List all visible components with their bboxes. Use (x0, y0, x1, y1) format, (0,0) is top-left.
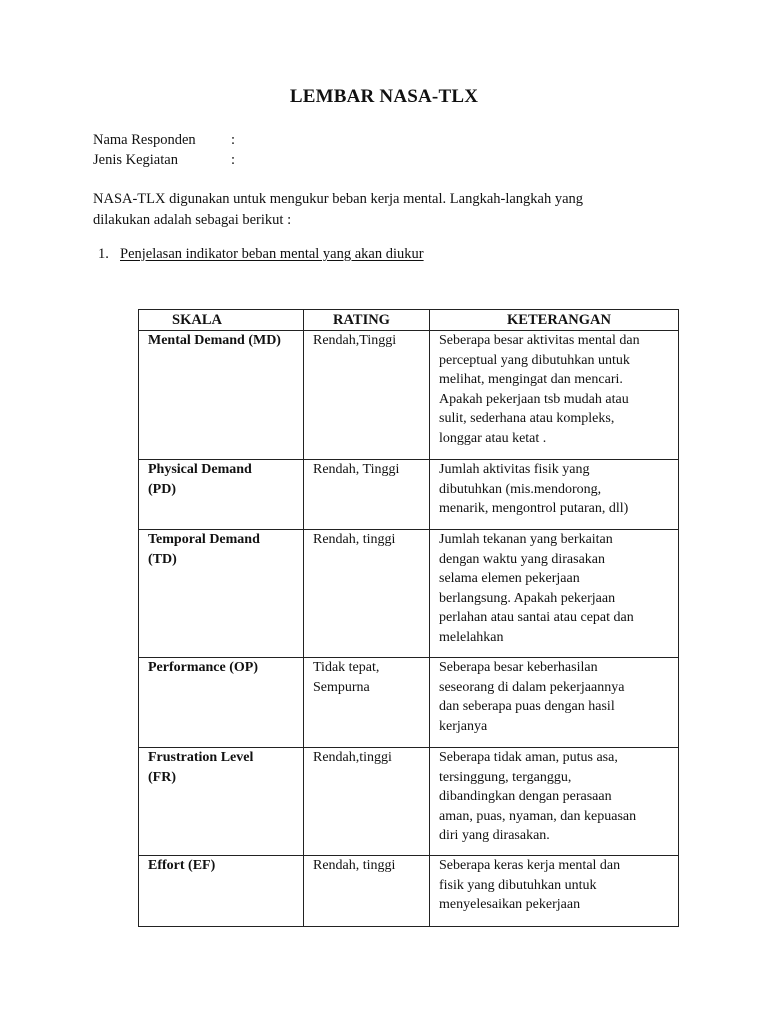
keterangan-line: melelahkan (439, 629, 504, 645)
table-row (139, 460, 679, 530)
skala-cell (139, 658, 304, 748)
keterangan-line: longgar atau ketat . (439, 430, 547, 446)
rating-text: Rendah, tinggi (313, 532, 396, 547)
list-text: Penjelasan indikator beban mental yang akan diukur (120, 246, 424, 262)
nasa-tlx-table (138, 309, 679, 927)
keterangan-text (430, 460, 678, 519)
keterangan-text (430, 856, 678, 915)
keterangan-line: kerjanya (439, 718, 488, 734)
skala-cell (139, 748, 304, 856)
rating-cell (304, 658, 430, 748)
skala-cell (139, 530, 304, 658)
keterangan-line: Seberapa besar aktivitas mental dan (439, 333, 640, 348)
field-label: Jenis Kegiatan (93, 152, 178, 168)
rating-cell (304, 460, 430, 530)
keterangan-line: fisik yang dibutuhkan untuk (439, 877, 597, 893)
intro-line: NASA-TLX digunakan untuk mengukur beban kerja mental. Langkah-langkah yang (93, 191, 584, 207)
skala-text: Performance (OP) (148, 660, 258, 675)
keterangan-line: diri yang dirasakan. (439, 828, 550, 843)
skala-text: Mental Demand (MD) (148, 333, 281, 348)
skala-cell (139, 460, 304, 530)
intro-paragraph (93, 189, 653, 231)
keterangan-line: tersinggung, terganggu, (439, 769, 572, 785)
keterangan-cell (430, 856, 679, 927)
skala-text: Physical Demand (PD) (148, 462, 252, 497)
skala-cell (139, 331, 304, 460)
skala-text: Temporal Demand (TD) (148, 532, 260, 567)
keterangan-line: dengan waktu yang dirasakan (439, 551, 605, 567)
rating-cell (304, 530, 430, 658)
header-skala: SKALA (139, 310, 304, 331)
keterangan-cell (430, 530, 679, 658)
field-nama-responden (93, 132, 235, 149)
keterangan-text (430, 658, 678, 736)
field-colon: : (231, 152, 236, 168)
keterangan-line: Seberapa keras kerja mental dan (439, 858, 621, 873)
keterangan-cell (430, 658, 679, 748)
keterangan-line: menarik, mengontrol putaran, dll) (439, 501, 629, 516)
table-body (139, 331, 679, 927)
rating-text: Tidak tepat, Sempurna (313, 660, 380, 695)
keterangan-line: melihat, mengingat dan mencari. (439, 372, 623, 387)
keterangan-line: Jumlah tekanan yang berkaitan (439, 532, 613, 547)
rating-text: Rendah,Tinggi (313, 333, 397, 348)
table-row (139, 658, 679, 748)
keterangan-line: Seberapa tidak aman, putus asa, (439, 750, 618, 765)
keterangan-line: selama elemen pekerjaan (439, 571, 580, 586)
keterangan-line: aman, puas, nyaman, dan kepuasan (439, 808, 637, 824)
keterangan-text (430, 530, 678, 647)
skala-text: Frustration Level (FR) (148, 750, 254, 785)
skala-cell (139, 856, 304, 927)
keterangan-cell (430, 460, 679, 530)
table-row (139, 856, 679, 927)
keterangan-line: Jumlah aktivitas fisik yang (439, 462, 590, 477)
list-item (98, 246, 424, 263)
field-label: Nama Responden (93, 132, 196, 148)
table-row (139, 748, 679, 856)
keterangan-line: Seberapa besar keberhasilan (439, 660, 598, 675)
keterangan-text (430, 748, 678, 846)
keterangan-line: perceptual yang dibutuhkan untuk (439, 352, 630, 368)
document-title: LEMBAR NASA-TLX (289, 86, 479, 107)
rating-text: Rendah,tinggi (313, 750, 392, 765)
keterangan-text (430, 331, 678, 448)
keterangan-line: menyelesaikan pekerjaan (439, 897, 581, 912)
keterangan-line: Apakah pekerjaan tsb mudah atau (439, 391, 629, 407)
keterangan-cell (430, 748, 679, 856)
keterangan-line: dibandingkan dengan perasaan (439, 789, 612, 804)
table-header-row (139, 310, 679, 331)
field-colon: : (231, 132, 236, 148)
rating-cell (304, 748, 430, 856)
keterangan-line: seseorang di dalam pekerjaannya (439, 679, 625, 695)
keterangan-cell (430, 331, 679, 460)
rating-text: Rendah, tinggi (313, 858, 396, 873)
rating-text: Rendah, Tinggi (313, 462, 400, 477)
table-row (139, 530, 679, 658)
keterangan-line: perlahan atau santai atau cepat dan (439, 610, 634, 625)
header-rating: RATING (304, 310, 430, 331)
table-row (139, 331, 679, 460)
header-keterangan: KETERANGAN (430, 310, 679, 331)
keterangan-line: dan seberapa puas dengan hasil (439, 699, 615, 714)
keterangan-line: sulit, sederhana atau kompleks, (439, 411, 615, 426)
field-jenis-kegiatan (93, 152, 235, 169)
keterangan-line: berlangsung. Apakah pekerjaan (439, 590, 616, 606)
list-number: 1. (98, 246, 109, 262)
intro-line: dilakukan adalah sebagai berikut : (93, 212, 292, 228)
rating-cell (304, 856, 430, 927)
rating-cell (304, 331, 430, 460)
keterangan-line: dibutuhkan (mis.mendorong, (439, 481, 602, 497)
skala-text: Effort (EF) (148, 858, 216, 873)
